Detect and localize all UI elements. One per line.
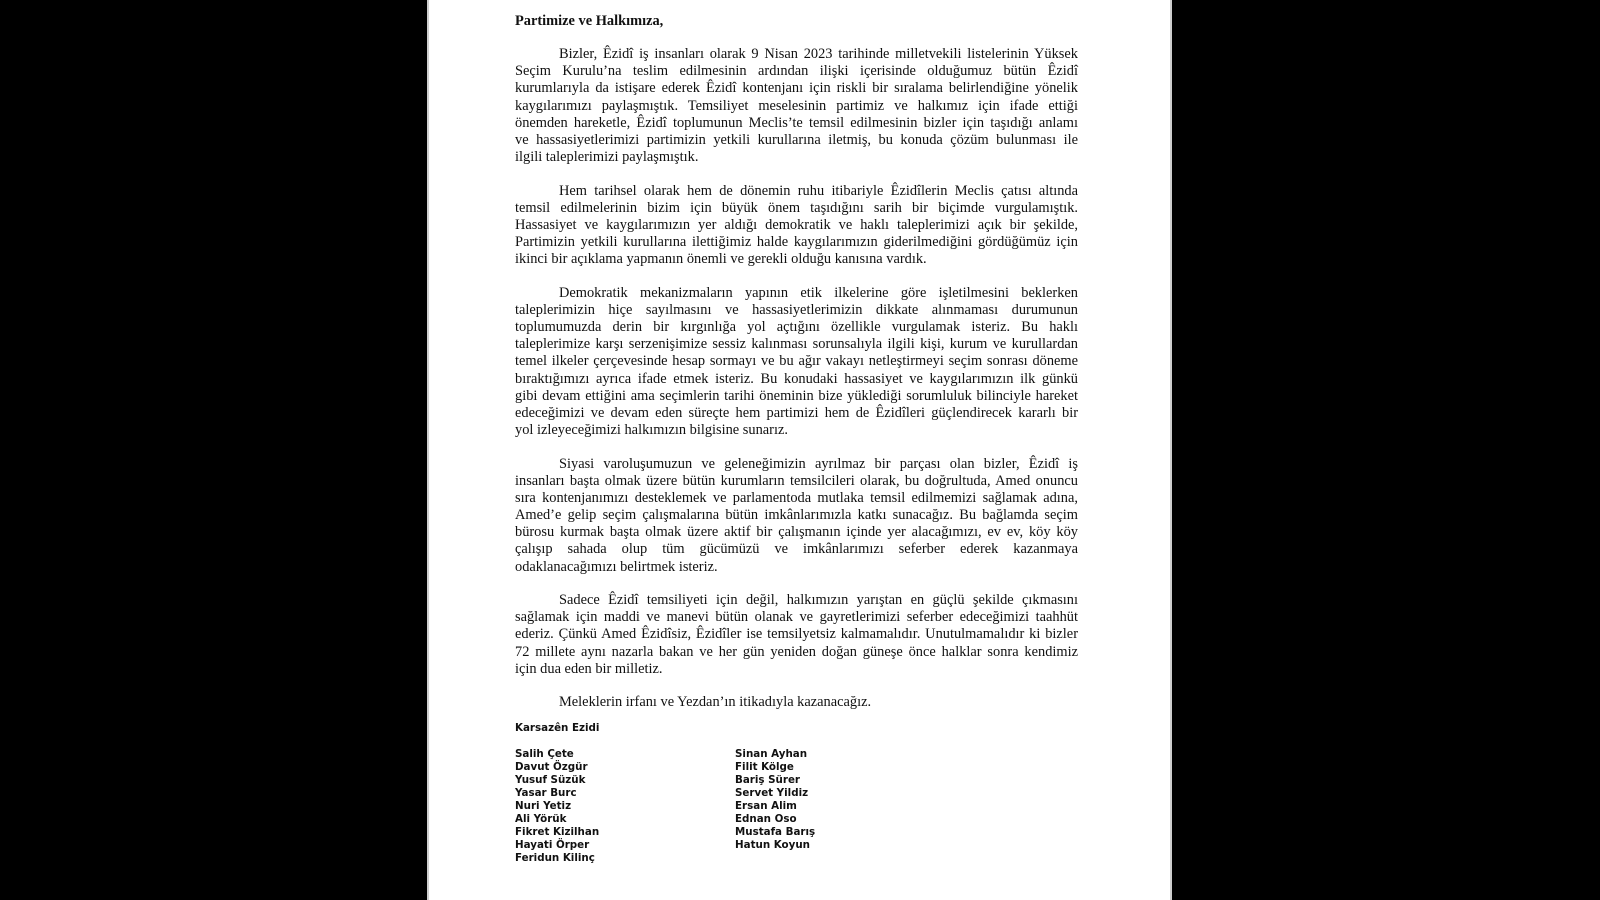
signatory-name: Yasar Burc	[515, 786, 577, 799]
paragraph-line: taleplerimize karşı serzenişimize sessiz kalınması sorunsalıyla ilgili kişi, kurum ve kurullardan	[515, 336, 1078, 353]
signatory-name: Nuri Yetiz	[515, 799, 572, 812]
signatory-name: Davut Özgür	[515, 760, 588, 773]
paragraph-line: taleplerimizin hiçe sayılmasını ve hassasiyetlerimizin dikkate alınmaması durumunun	[515, 302, 1078, 319]
paragraph-line: yol izleyeceğimizi halkımızın bilgisine sunarız.	[515, 422, 788, 439]
closing-line: Meleklerin irfanı ve Yezdan’ın itikadıyla kazanacağız.	[559, 694, 872, 711]
signatures-left-column	[515, 748, 735, 865]
signatory-name: Yusuf Süzük	[515, 773, 586, 786]
paragraph	[515, 183, 1078, 269]
paragraph-line: Seçim Kurulu’na teslim edilmesinin ardından ilişki içerisinde olduğumuz bütün Êzidî	[515, 63, 1078, 80]
signatory-name: Fikret Kizilhan	[515, 825, 600, 838]
paragraph-line: ve hassasiyetlerimizi partimizin yetkili kurullarına iletmiş, bu konuda çözüm bulunması ile	[515, 131, 1078, 148]
paragraph-line: temsil edilmelerinin bizim için büyük önem taşıdığını sarih bir biçimde vurgulamıştık.	[515, 199, 1078, 216]
paragraph-line: kurumlarıyla da istişare ederek Êzidî kontenjanı için riskli bir sıralama belirlendiğine yönelik	[515, 80, 1078, 97]
paragraph-line: ikinci bir açıklama yapmanın önemli ve gerekli olduğu kanısına vardık.	[515, 251, 927, 268]
paragraph-line: Amed’e gelip seçim çalışmalarına bütün imkânlarımızla katkı sunacağız. Bu bağlamda seçim	[515, 507, 1078, 524]
signatory-name: Ednan Oso	[735, 812, 797, 825]
paragraph-line: 72 millete aynı nazarla bakan ve her gün yeniden doğan güneşe önce halklar sonra kendimiz	[515, 643, 1078, 660]
letter-body	[515, 13, 1078, 865]
paragraph-line: Partimizin yetkili kurullarına ilettiğimiz halde kaygılarımızın giderilmediğini gördüğümüz için	[515, 234, 1078, 251]
paragraph-line: için dua eden bir milletiz.	[515, 660, 663, 677]
paragraph-line: kaygılarımızı paylaşmıştık. Temsiliyet meselesinin partimiz ve halkımız için ifade ettiği	[515, 97, 1078, 114]
document-page	[427, 0, 1172, 900]
paragraph-line: odaklanacağımızı belirtmek isteriz.	[515, 558, 718, 575]
paragraph-line: bıraktığımızı ayrıca ifade etmek isteriz. Bu konudaki hassasiyet ve kaygılarımızın ilk günkü	[515, 370, 1078, 387]
signatory-name: Mustafa Barış	[735, 825, 816, 838]
paragraph-line: çalışıp sahada olup tüm gücümüzü ve imkânlarımızı seferber ederek kazanmaya	[515, 541, 1078, 558]
paragraph-line: Demokratik mekanizmaların yapının etik ilkelerine göre işletilmesini beklerken	[559, 284, 1078, 301]
paragraph-line: bürosu kurmak başta olmak üzere aktif bir çalışmanın içinde yer alacağımızı, ev ev, köy köy	[515, 524, 1078, 541]
signatory-name: Hayati Örper	[515, 838, 590, 851]
paragraph-line: insanları başta olmak üzere bütün kurumların temsilcileri olarak, bu doğrultuda, Amed onuncu	[515, 472, 1078, 489]
paragraph-line: toplumumuzda derin bir kırgınlığa yol açtığını özellikle vurgulamak isteriz. Bu haklı	[515, 319, 1078, 336]
organization-name: Karsazên Ezidi	[515, 721, 600, 734]
signatures	[515, 748, 1078, 865]
paragraph-line: ederiz. Çünkü Amed Êzidîsiz, Êzidîler ise temsilyetsiz kalmamalıdır. Unutulmamalıdır ki bizler	[515, 626, 1078, 643]
signatory-name: Ali Yörük	[515, 812, 567, 825]
paragraph-line: Bizler, Êzidî iş insanları olarak 9 Nisan 2023 tarihinde milletvekili listelerinin Yüksek	[559, 46, 1078, 63]
paragraph-line: sağlamak için maddi ve manevi bütün olanak ve gayretlerimizi seferber edeceğimizi taahhüt	[515, 609, 1078, 626]
paragraph	[515, 46, 1078, 166]
paragraph-line: sıra kontenjanımızı desteklemek ve parlamentoda mutlaka temsil edilmemizi sağlamak adına,	[515, 489, 1078, 506]
salutation: Partimize ve Halkımıza,	[515, 13, 664, 29]
paragraph-line: önemden hareketle, Êzidî toplumunun Meclis’te temsil edilmesinin bizler için taşıdığı anlamı	[515, 114, 1078, 131]
paragraph-line: Hem tarihsel olarak hem de dönemin ruhu itibariyle Êzidîlerin Meclis çatısı altında	[559, 182, 1078, 199]
signatory-name: Filit Kölge	[735, 760, 794, 773]
signatory-name: Ersan Alim	[735, 799, 797, 812]
signatures-right-column	[735, 748, 955, 865]
signatory-name: Servet Yildiz	[735, 786, 809, 799]
paragraph	[515, 456, 1078, 576]
paragraph-line: edeceğimizi ve devam eden süreçte hem partimizi hem de Êzidîleri güçlendirecek kararlı bir	[515, 404, 1078, 421]
signatory-name: Salih Çete	[515, 747, 574, 760]
paragraph-line: Hassasiyet ve kaygılarımızın yer aldığı demokratik ve haklı taleplerimizi açık bir şekilde,	[515, 216, 1078, 233]
signatory-name: Bariş Sürer	[735, 773, 801, 786]
signatory-name: Feridun Kilinç	[515, 851, 595, 864]
paragraph-line: temel ilkeler çerçevesinde hesap sormayı ve bu ağır vakayı netleştirmeyi seçim sonrası döneme	[515, 353, 1078, 370]
signatory-name: Hatun Koyun	[735, 838, 810, 851]
paragraph-line: Siyasi varoluşumuzun ve geleneğimizin ayrılmaz bir parçası olan bizler, Êzidî iş	[559, 455, 1078, 472]
paragraph	[515, 285, 1078, 439]
paragraph-line: Sadece Êzidî temsiliyeti için değil, halkımızın yarıştan en güçlü şekilde çıkmasını	[559, 592, 1078, 609]
paragraph-line: gibi devam ettiğini ama seçimlerin tarihi öneminin bize yüklediği sorumluluk bilinciyle hareket	[515, 387, 1078, 404]
signatory-name: Sinan Ayhan	[735, 747, 808, 760]
paragraph-line: ilgili taleplerimizi paylaşmıştık.	[515, 149, 699, 166]
paragraphs	[515, 46, 1078, 678]
paragraph	[515, 592, 1078, 678]
